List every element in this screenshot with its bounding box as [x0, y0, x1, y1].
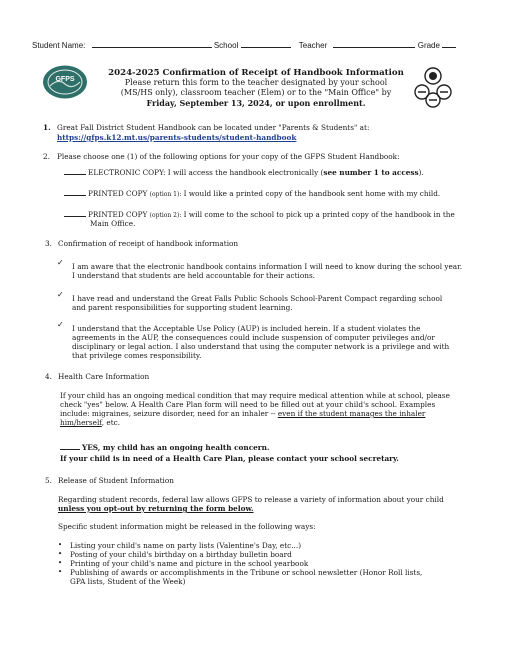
section-1-text: Great Fall District Student Handbook can be located under "Parents & Students" at:: [57, 123, 370, 132]
health-para-line-3: [60, 409, 425, 418]
teacher-label: Teacher: [298, 41, 328, 50]
release-item-4-cont: GPA lists, Student of the Week): [70, 577, 186, 586]
health-plan-notice: If your child is in need of a Health Care Plan, please contact your school secretary.: [60, 454, 399, 463]
health-yes-label: YES, my child has an ongoing health concern.: [82, 443, 270, 452]
header-fields: [32, 40, 456, 51]
confirm-3-line-1: I understand that the Acceptable Use Policy (AUP) is included herein. If a student violates the: [72, 324, 421, 333]
confirm-3-line-2: agreements in the AUP, the consequences could include suspension of computer privileges and/or: [72, 333, 435, 342]
section-3-number: 3.: [45, 239, 52, 248]
option-printed-2-blank[interactable]: [64, 210, 86, 217]
bullet-icon: •: [58, 550, 63, 558]
student-name-field[interactable]: [92, 40, 212, 48]
confirm-2-line-1: I have read and understand the Great Falls Public Schools School-Parent Compact regarding school: [72, 294, 443, 303]
release-item-2: Posting of your child's birthday on a birthday bulletin board: [70, 550, 292, 559]
health-para-line-4: [60, 418, 120, 427]
health-para-line-3a: include: migraines, seizure disorder, need for an inhaler --: [60, 409, 278, 418]
section-3-text: Confirmation of receipt of handbook information: [58, 239, 239, 248]
section-4-text: Health Care Information: [58, 372, 150, 381]
health-para-line-4a: him/herself: [60, 418, 102, 427]
title-deadline: Friday, September 13, 2024, or upon enrollment.: [146, 98, 366, 108]
option-printed-1-tag: (option 1):: [149, 191, 182, 198]
section-2-number: 2.: [43, 152, 50, 161]
option-printed-1-text: I would like a printed copy of the handbook sent home with my child.: [181, 189, 441, 198]
confirm-3-line-3: disciplinary or legal action. I also understand that using the computer network is a privilege and with: [72, 342, 450, 351]
option-printed-1-label: PRINTED COPY: [88, 189, 150, 198]
health-para-line-1: If your child has an ongoing medical condition that may require medical attention while at school, please: [60, 391, 450, 400]
school-label: School: [213, 41, 239, 50]
option-electronic-label: ELECTRONIC COPY: I will access the handbook electronically (: [88, 168, 324, 177]
section-1-number: 1.: [43, 123, 51, 132]
title-line-3: (MS/HS only), classroom teacher (Elem) or to the "Main Office" by: [120, 88, 392, 97]
option-printed-1-blank[interactable]: [64, 189, 86, 196]
option-electronic-end: ).: [418, 168, 424, 177]
confirm-1-line-2: I understand that students are held accountable for their actions.: [72, 271, 316, 280]
option-printed-2-text: I will come to the school to pick up a printed copy of the handbook in the: [181, 210, 455, 219]
confirm-2-line-2: and parent responsibilities for supporting student learning.: [72, 303, 293, 312]
health-para-line-4b: , etc.: [101, 418, 121, 427]
gfps-logo-text: GFPS: [55, 76, 75, 83]
grade-label: Grade: [417, 41, 440, 50]
form-title: 2024-2025 Confirmation of Receipt of Handbook Information: [108, 68, 404, 78]
option-printed-2-cont: Main Office.: [90, 219, 136, 228]
confirm-1-line-1: I am aware that the electronic handbook contains information I will need to know during the school year.: [72, 262, 463, 271]
health-yes-blank[interactable]: [60, 443, 80, 450]
option-electronic-note: see number 1 to access: [323, 168, 419, 177]
section-2-text: Please choose one (1) of the following options for your copy of the GFPS Student Handbook:: [57, 152, 400, 161]
section-5-text: Release of Student Information: [58, 476, 174, 485]
release-item-1: Listing your child's name on party lists (Valentine's Day, etc...): [70, 541, 302, 550]
option-printed-2-tag: (option 2):: [149, 212, 182, 219]
release-intro: Specific student information might be released in the following ways:: [58, 522, 316, 531]
option-printed-1: [64, 189, 440, 199]
option-printed-2-label: PRINTED COPY: [88, 210, 150, 219]
bullet-icon: •: [58, 541, 63, 549]
confirm-3-line-4: that privilege comes responsibility.: [72, 351, 202, 360]
release-item-3: Printing of your child's name and picture in the school yearbook: [70, 559, 309, 568]
release-opt-out-note: unless you opt-out by returning the form below.: [58, 504, 254, 513]
bullet-icon: •: [58, 568, 63, 576]
handbook-link[interactable]: https://gfps.k12.mt.us/parents-students/student-handbook: [57, 133, 297, 142]
release-para-line-1: Regarding student records, federal law allows GFPS to release a variety of information about your child: [58, 495, 444, 504]
check-icon: ✓: [57, 290, 64, 299]
check-icon: ✓: [57, 320, 64, 329]
teacher-field[interactable]: [333, 40, 415, 48]
section-5-number: 5.: [45, 476, 52, 485]
section-4-number: 4.: [45, 372, 52, 381]
check-icon: ✓: [57, 258, 64, 267]
title-line-2: Please return this form to the teacher designated by your school: [124, 78, 388, 87]
school-field[interactable]: [241, 40, 291, 48]
health-para-line-3b: even if the student manages the inhaler: [277, 409, 426, 418]
bullet-icon: •: [58, 559, 63, 567]
health-para-line-2: check "yes" below. A Health Care Plan form will need to be filled out at your child's school. Examples: [60, 400, 436, 409]
health-yes-option: [60, 443, 269, 452]
option-electronic: [64, 168, 424, 177]
release-item-4: Publishing of awards or accomplishments in the Tribune or school newsletter (Honor Roll lists,: [70, 568, 423, 577]
grade-field[interactable]: [442, 40, 456, 48]
student-name-label: Student Name:: [32, 41, 86, 50]
option-electronic-blank[interactable]: [64, 168, 86, 175]
